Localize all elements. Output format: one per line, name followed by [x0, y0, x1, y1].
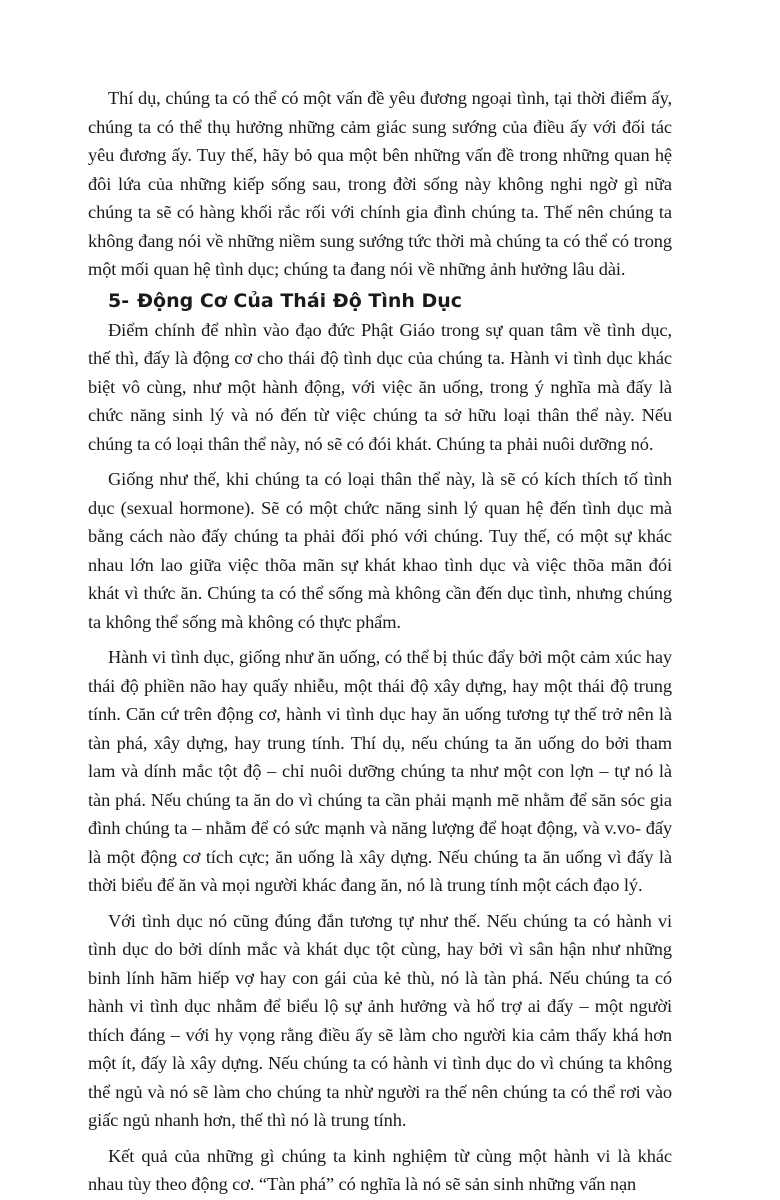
section-number: 5-: [108, 289, 130, 312]
paragraph-5: Kết quả của những gì chúng ta kinh nghiệm từ cùng một hành vi là khác nhau tùy theo động cơ. “Tàn phá” có nghĩa là nó sẽ sản sinh những vấn nạn: [88, 1145, 672, 1194]
paragraph-3: Hành vi tình dục, giống như ăn uống, có thể bị thúc đẩy bởi một cảm xúc hay thái độ phiền não hay quấy nhiễu, một thái độ xây dựng, hay một thái độ trung tính. Căn cứ trên động cơ, hành vi tình dục hay ăn uống tương tự thế trở nên là tàn phá, xây dựng, hay trung tính. Thí dụ, nếu chúng ta ăn uống do bởi tham lam và dính mắc tột độ – chỉ nuôi dưỡng chúng ta như một con lợn – tự nó là tàn phá. Nếu chúng ta ăn do vì chúng ta cần phải mạnh mẽ nhằm để săn sóc gia đình chúng ta – nhằm để có sức mạnh và năng lượng để hoạt động, và v.vo- đấy là một động cơ tích cực; ăn uống là xây dựng. Nếu chúng ta ăn uống vì đấy là thời biểu để ăn và mọi người khác đang ăn, nó là trung tính một cách đạo lý.: [88, 647, 672, 895]
paragraph-4: Với tình dục nó cũng đúng đắn tương tự như thế. Nếu chúng ta có hành vi tình dục do bởi dính mắc và khát dục tột cùng, hay bởi vì sân hận như những binh lính hãm hiếp vợ hay con gái của kẻ thù, nó là tàn phá. Nếu chúng ta có hành vi tình dục nhằm để biểu lộ sự ảnh hưởng và hổ trợ ai đấy – một người thích đáng – với hy vọng rằng điều ấy sẽ làm cho người kia cảm thấy khá hơn một ít, đấy là xây dựng. Nếu chúng ta có hành vi tình dục do vì chúng ta không thể ngủ và nó sẽ làm cho chúng ta nhừ người ra thế nên chúng ta có thể rơi vào giấc ngủ nhanh hơn, thế thì nó là trung tính.: [88, 910, 672, 1130]
section-heading: [88, 286, 672, 316]
paragraph-intro: Thí dụ, chúng ta có thể có một vấn đề yêu đương ngoại tình, tại thời điểm ấy, chúng ta có thể thụ hưởng những cảm giác sung sướng của điều ấy với đối tác yêu đương ấy. Tuy thế, hãy bỏ qua một bên những vấn đề trong những quan hệ đôi lứa của những kiếp sống sau, trong đời sống này không nghi ngờ gì nữa chúng ta sẽ có hàng khối rắc rối với chính gia đình chúng ta. Thế nên chúng ta không đang nói về những niềm sung sướng tức thời mà chúng ta có thể có trong một mối quan hệ tình dục; chúng ta đang nói về những ảnh hưởng lâu dài.: [88, 88, 672, 279]
paragraph-2: Giống như thế, khi chúng ta có loại thân thể này, là sẽ có kích thích tố tình dục (sexual hormone). Sẽ có một chức năng sinh lý quan hệ đến tình dục mà bằng cách nào đấy chúng ta phải đối phó với chúng. Tuy thế, có một sự khác nhau lớn lao giữa việc thõa mãn sự khát khao tình dục và việc thõa mãn đói khát vì thức ăn. Chúng ta có thể sống mà không cần đến dục tình, nhưng chúng ta không thể sống mà không có thực phẩm.: [88, 469, 672, 632]
section-title: Động Cơ Của Thái Độ Tình Dục: [137, 289, 463, 312]
paragraph-1: Điểm chính để nhìn vào đạo đức Phật Giáo trong sự quan tâm về tình dục, thế thì, đấy là động cơ cho thái độ tình dục của chúng ta. Hành vi tình dục khác biệt vô cùng, như một hành động, với việc ăn uống, trong ý nghĩa mà đấy là chức năng sinh lý và nó đến từ việc chúng ta sở hữu loại thân thể này. Nếu chúng ta có loại thân thể này, nó sẽ có đói khát. Chúng ta phải nuôi dưỡng nó.: [88, 319, 672, 454]
